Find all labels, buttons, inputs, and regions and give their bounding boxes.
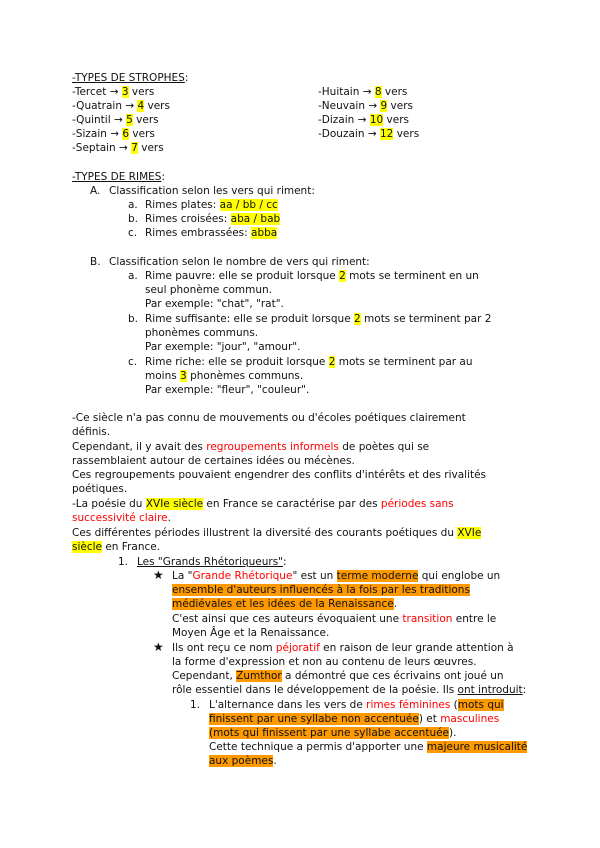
- text: .: [273, 755, 277, 767]
- number: 2: [328, 356, 336, 368]
- red-text: périodes sans: [380, 498, 454, 510]
- list-item: [145, 355, 473, 369]
- paragraph-line: définis.: [72, 426, 111, 438]
- colon: :: [184, 72, 189, 84]
- text: Ils ont reçu ce nom: [172, 642, 276, 654]
- text: en France.: [102, 541, 161, 553]
- strophe-item: [318, 85, 407, 99]
- unit: vers: [141, 142, 164, 154]
- text: mots se terminent par au: [335, 356, 473, 368]
- list-marker: c.: [128, 356, 138, 368]
- list-item: [145, 198, 278, 212]
- sub-line: [209, 712, 499, 726]
- strophe-count: 8: [374, 86, 382, 98]
- rimes-heading-text: -TYPES DE RIMES: [72, 171, 162, 183]
- strophe-count: 6: [122, 128, 130, 140]
- text: Cependant, il y avait des: [72, 441, 207, 453]
- bullet-line: [172, 597, 397, 611]
- strophe-item: [72, 113, 159, 127]
- strophe-name: -Douzain: [318, 128, 365, 140]
- unit: vers: [132, 128, 155, 140]
- text: phonèmes communs.: [186, 370, 304, 382]
- bullet-line: [172, 583, 470, 597]
- strophe-item: [318, 113, 409, 127]
- bullet-line: [172, 683, 526, 697]
- colon: :: [283, 556, 287, 568]
- bullet-line: [172, 569, 500, 583]
- strophe-name: -Quatrain: [72, 100, 122, 112]
- orange-highlight: Zumthor: [236, 670, 282, 682]
- unit: vers: [390, 100, 413, 112]
- list-marker: b.: [128, 313, 139, 325]
- red-text: péjoratif: [275, 642, 320, 654]
- red-text: Grande Rhétorique: [192, 570, 293, 582]
- strophe-name: -Sizain: [72, 128, 107, 140]
- text: a démontré que ces écrivains ont joué un: [281, 670, 504, 682]
- red-text: masculines: [440, 713, 500, 725]
- text: Rime suffisante: elle se produit lorsque: [145, 313, 355, 325]
- orange-highlight: finissent par une syllabe non accentuée: [209, 713, 419, 725]
- paragraph-line: [72, 540, 160, 554]
- list-item: [145, 312, 491, 326]
- strophe-name: -Tercet: [72, 86, 107, 98]
- strophe-count: 9: [380, 100, 388, 112]
- section-a-title: Classification selon les vers qui riment:: [109, 185, 315, 197]
- highlight: XVIe siècle: [145, 498, 204, 510]
- section-b-title: Classification selon le nombre de vers qui riment:: [109, 256, 370, 268]
- unit: vers: [147, 100, 170, 112]
- unit: vers: [384, 86, 408, 98]
- rimes-heading: [72, 170, 165, 184]
- rime-label: Rimes croisées:: [145, 213, 231, 225]
- example-line: Par exemple: "jour", "amour".: [145, 341, 301, 353]
- arrow-icon: →: [367, 128, 377, 140]
- text: " est un: [292, 570, 337, 582]
- arrow-icon: →: [110, 128, 120, 140]
- red-text: rimes féminines: [366, 699, 451, 711]
- text: Cette technique a permis d'apporter une: [209, 741, 427, 753]
- strophe-item: [318, 127, 419, 141]
- paragraph-line: [72, 440, 429, 454]
- star-bullet-icon: ★: [153, 568, 164, 582]
- text: -La poésie du: [72, 498, 146, 510]
- orange-highlight: majeure musicalité: [426, 741, 528, 753]
- red-text: regroupements informels: [206, 441, 339, 453]
- list-marker: A.: [90, 185, 101, 197]
- strophe-count: 12: [379, 128, 394, 140]
- example-line: Par exemple: "fleur", "couleur".: [145, 384, 310, 396]
- rime-pattern: aa / bb / cc: [219, 199, 278, 211]
- orange-highlight: ensemble d'auteurs influencés à la fois par les traditions: [172, 584, 470, 596]
- strophe-count: 4: [137, 100, 145, 112]
- sub-line: [209, 754, 277, 768]
- red-text: transition: [402, 613, 453, 625]
- arrow-icon: →: [109, 86, 119, 98]
- arrow-icon: →: [113, 114, 123, 126]
- rime-pattern: abba: [251, 227, 278, 239]
- sub-line: [209, 740, 527, 754]
- arrow-icon: →: [125, 100, 135, 112]
- arrow-icon: →: [362, 86, 372, 98]
- sub-line: [209, 726, 456, 740]
- unit: vers: [396, 128, 420, 140]
- orange-highlight: (: [209, 727, 214, 739]
- list-marker: 1.: [118, 556, 129, 568]
- strophe-name: -Neuvain: [318, 100, 365, 112]
- text: La ": [172, 570, 193, 582]
- example-line: Par exemple: "chat", "rat".: [145, 298, 284, 310]
- text: entre le: [452, 613, 497, 625]
- paragraph-line: [72, 511, 171, 525]
- strophe-item: [72, 99, 170, 113]
- number: 2: [354, 313, 361, 325]
- paragraph-line: [72, 526, 481, 540]
- text: .: [393, 598, 398, 610]
- strophe-item: [318, 99, 413, 113]
- star-bullet-icon: ★: [153, 640, 164, 654]
- strophe-count: 5: [126, 114, 133, 126]
- list-marker: a.: [128, 199, 138, 211]
- strophe-name: -Quintil: [72, 114, 111, 126]
- text: (: [450, 699, 458, 711]
- text: ).: [449, 727, 457, 739]
- text: rôle essentiel dans le développement de la poésie. Ils: [172, 684, 458, 696]
- text: C'est ainsi que ces auteurs évoquaient une: [172, 613, 403, 625]
- section-title-text: Les "Grands Rhétoriqueurs": [137, 556, 284, 568]
- text: de poètes qui se: [338, 441, 430, 453]
- text: mots se terminent en un: [345, 270, 479, 282]
- unit: vers: [386, 114, 409, 126]
- arrow-icon: →: [119, 142, 128, 154]
- text: moins: [145, 370, 181, 382]
- orange-highlight: médiévales et les idées de la Renaissance: [172, 598, 394, 610]
- orange-highlight: terme moderne: [336, 570, 419, 582]
- bullet-line: la forme d'expression et non au contenu de leurs œuvres.: [172, 656, 477, 668]
- text: en raison de leur grande attention à: [319, 642, 514, 654]
- strophe-count: 7: [131, 142, 138, 154]
- arrow-icon: →: [357, 114, 367, 126]
- paragraph-line: poétiques.: [72, 483, 128, 495]
- orange-highlight: aux poèmes: [209, 755, 274, 767]
- bullet-line: [172, 641, 514, 655]
- text: Rime riche: elle se produit lorsque: [145, 356, 329, 368]
- red-text: successivité claire: [72, 512, 168, 524]
- text: Cependant,: [172, 670, 237, 682]
- text: L'alternance dans les vers de: [209, 699, 367, 711]
- strophe-item: [72, 127, 155, 141]
- section-title: [137, 555, 287, 569]
- strophe-name: -Dizain: [318, 114, 355, 126]
- list-marker: a.: [128, 270, 138, 282]
- rime-label: Rimes plates:: [145, 199, 220, 211]
- text: .: [167, 512, 171, 524]
- strophes-heading: [72, 71, 188, 85]
- list-marker: B.: [90, 256, 101, 268]
- paragraph-line: rassemblaient autour de certaines idées ou mécènes.: [72, 455, 355, 467]
- orange-highlight: mots qui: [457, 699, 504, 711]
- paragraph-line: [72, 497, 454, 511]
- bullet-line: Moyen Âge et la Renaissance.: [172, 627, 330, 639]
- sub-line: [209, 698, 504, 712]
- number: 3: [180, 370, 187, 382]
- text-line: phonèmes communs.: [145, 327, 259, 339]
- text: ) et: [418, 713, 441, 725]
- text: en France se caractérise par des: [203, 498, 381, 510]
- text: Rime pauvre: elle se produit lorsque: [145, 270, 340, 282]
- list-item: [145, 269, 479, 283]
- list-marker: b.: [128, 213, 139, 225]
- list-marker: 1.: [190, 699, 201, 711]
- text-line: seul phonème commun.: [145, 284, 273, 296]
- highlight: XVIe: [457, 527, 482, 539]
- bullet-line: [172, 669, 504, 683]
- list-item: [145, 226, 277, 240]
- arrow-icon: →: [368, 100, 378, 112]
- text: mots se terminent par 2: [360, 313, 492, 325]
- underlined-text: ont introduit: [457, 684, 523, 696]
- strophe-count: 10: [369, 114, 384, 126]
- strophe-name: -Huitain: [318, 86, 360, 98]
- text: Ces différentes périodes illustrent la diversité des courants poétiques du: [72, 527, 458, 539]
- list-item: [145, 212, 280, 226]
- rime-label: Rimes embrassées:: [145, 227, 252, 239]
- strophe-count: 3: [121, 86, 129, 98]
- strophes-heading-text: -TYPES DE STROPHES: [72, 72, 185, 84]
- paragraph-line: Ces regroupements pouvaient engendrer des conflits d'intérêts et des rivalités: [72, 469, 487, 481]
- unit: vers: [136, 114, 159, 126]
- orange-highlight: mots qui finissent par une syllabe accentuée: [213, 727, 450, 739]
- paragraph-line: -Ce siècle n'a pas connu de mouvements ou d'écoles poétiques clairement: [72, 412, 466, 424]
- strophe-item: [72, 85, 154, 99]
- highlight: siècle: [72, 541, 102, 553]
- text: :: [522, 684, 527, 696]
- list-marker: c.: [128, 227, 138, 239]
- rime-pattern: aba / bab: [230, 213, 281, 225]
- strophe-item: [72, 141, 164, 155]
- text-line: [145, 369, 303, 383]
- colon: :: [161, 171, 165, 183]
- strophe-name: -Septain: [72, 142, 116, 154]
- bullet-line: [172, 612, 496, 626]
- unit: vers: [131, 86, 155, 98]
- text: qui englobe un: [418, 570, 501, 582]
- number: 2: [339, 270, 346, 282]
